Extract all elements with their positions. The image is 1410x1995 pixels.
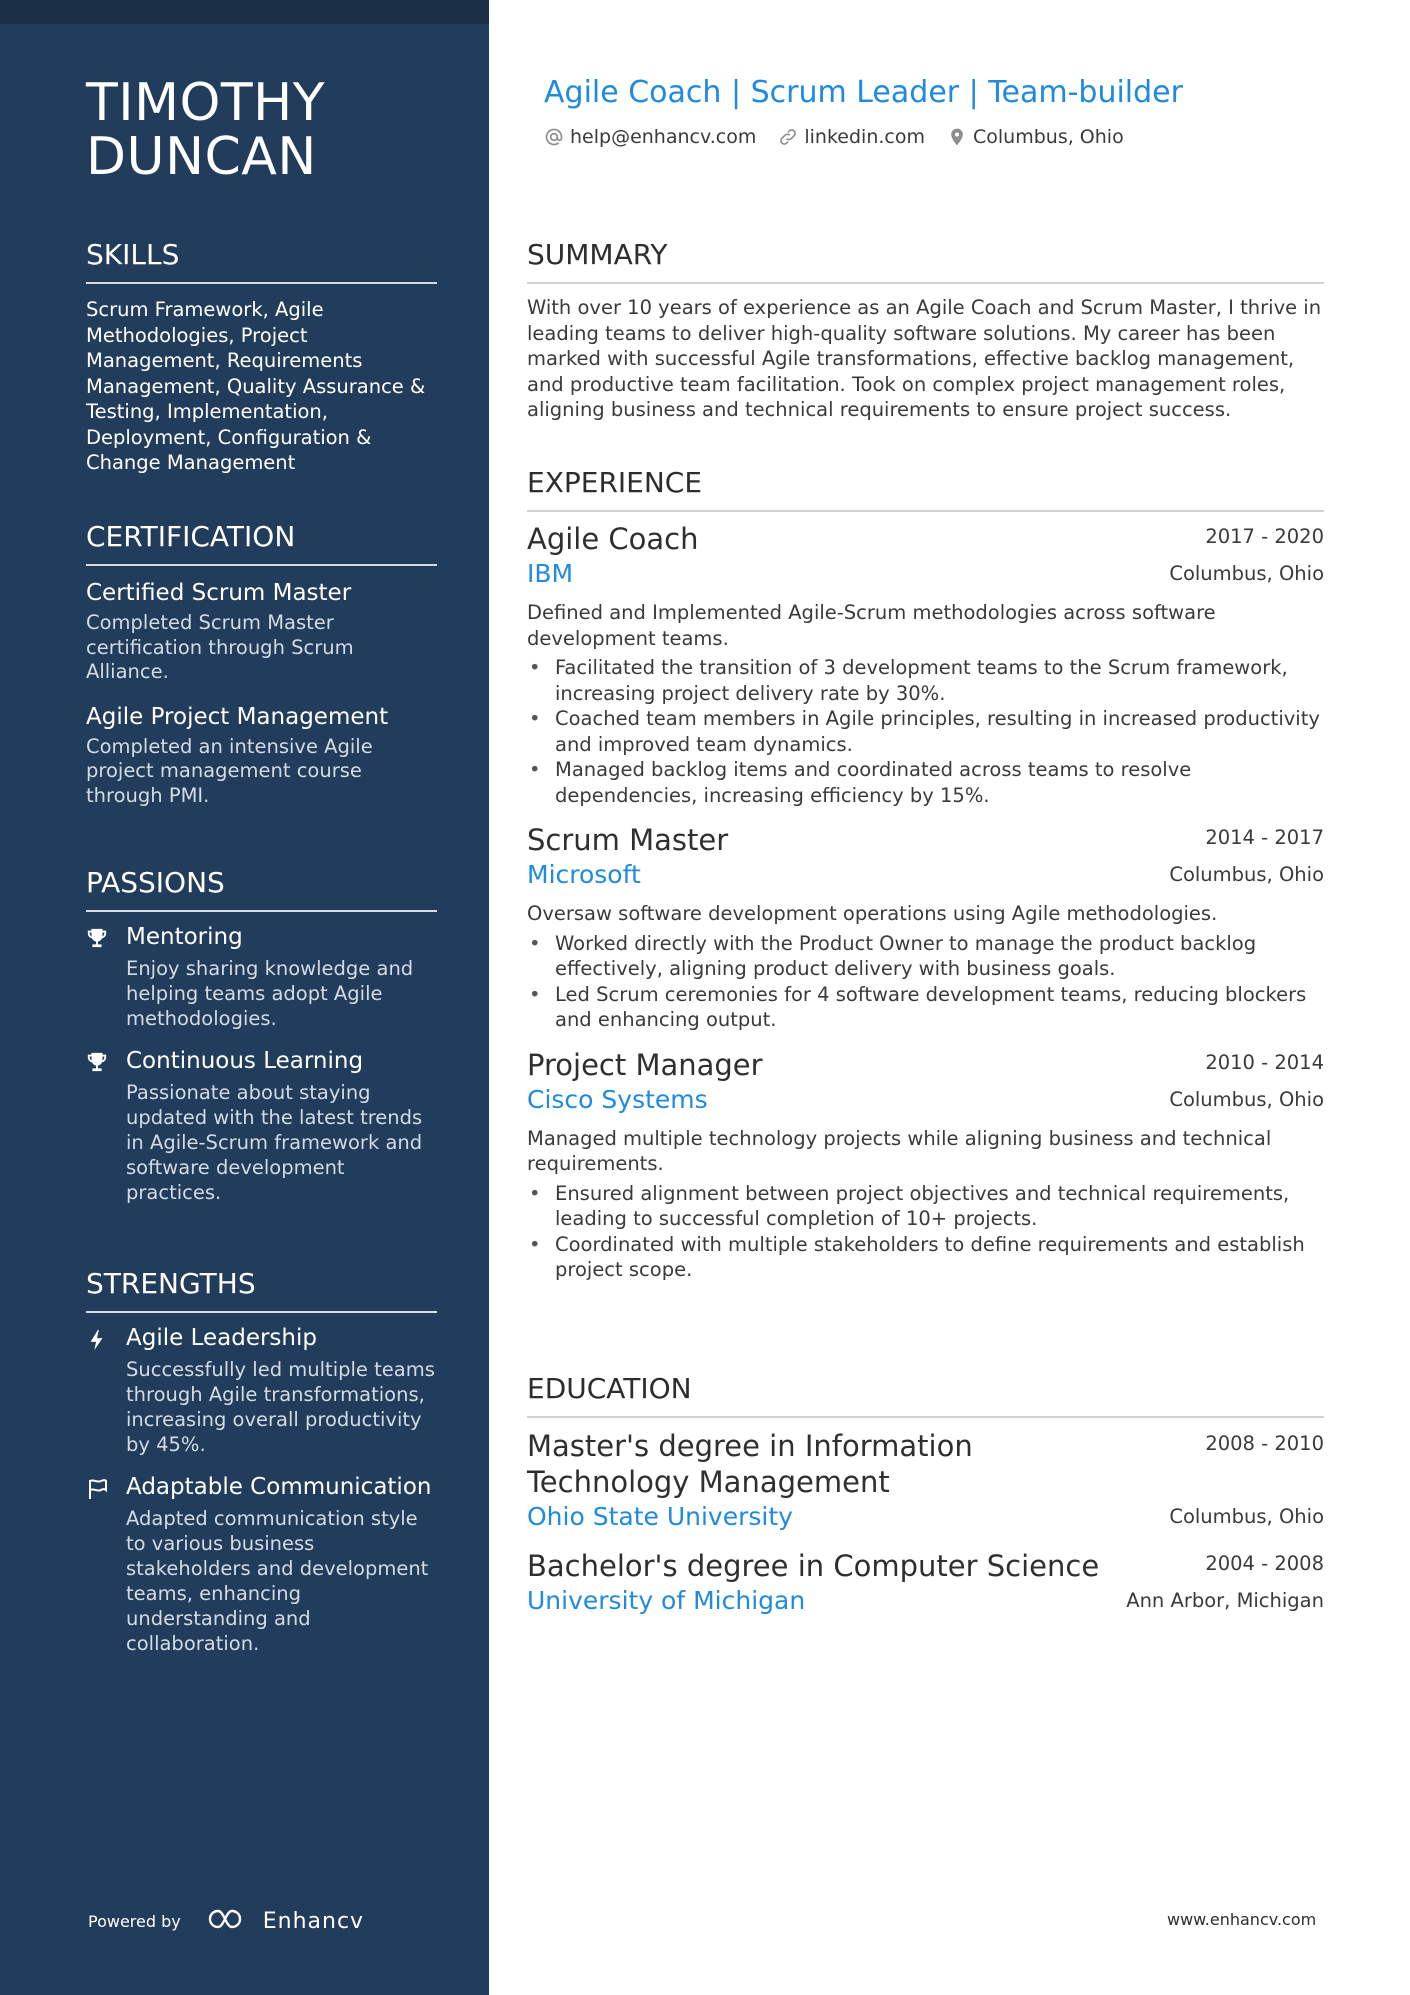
- powered-by: [88, 1906, 364, 1936]
- headline: Agile Coach | Scrum Leader | Team-builder: [544, 75, 1183, 110]
- company-name: Cisco Systems: [527, 1084, 708, 1114]
- contact-email[interactable]: [544, 126, 756, 148]
- company-name: Microsoft: [527, 860, 641, 889]
- experience-heading: EXPERIENCE: [527, 466, 1324, 512]
- certification-section: [86, 520, 437, 808]
- certification-item: [86, 702, 437, 809]
- contact-linkedin[interactable]: [778, 126, 925, 148]
- sidebar: [0, 0, 489, 1995]
- flag-icon: [86, 1477, 110, 1501]
- job-dates: 2017 - 2020: [1205, 525, 1324, 548]
- enhancv-logo-icon: [207, 1906, 253, 1936]
- job-bullet: • Facilitated the transition of 3 development teams to the Scrum framework, increasing project delivery rate by 30%.: [527, 655, 1324, 706]
- degree-title: Master's degree in Information Technology Management: [527, 1429, 973, 1499]
- contact-location-text: Columbus, Ohio: [973, 126, 1124, 148]
- passions-heading: PASSIONS: [86, 866, 437, 912]
- lightning-icon: [86, 1328, 110, 1352]
- certification-title: Agile Project Management: [86, 703, 389, 730]
- job-location: Columbus, Ohio: [1169, 1087, 1324, 1111]
- job-description: Managed multiple technology projects while aligning business and technical requirements.: [527, 1126, 1272, 1175]
- job-title: Agile Coach: [527, 522, 699, 556]
- job-bullet: • Coached team members in Agile principles, resulting in increased productivity and improved team dynamics.: [527, 706, 1324, 757]
- sidebar-top-bar: [0, 0, 489, 24]
- powered-by-label: Powered by: [88, 1911, 181, 1931]
- skills-section: [86, 238, 437, 476]
- experience-section: [527, 466, 1324, 1283]
- at-icon: [544, 127, 564, 147]
- strength-title: Agile Leadership: [126, 1325, 317, 1351]
- summary-section: [527, 238, 1324, 423]
- certification-heading: CERTIFICATION: [86, 520, 437, 566]
- job-bullets: [527, 655, 1324, 808]
- passion-title: Continuous Learning: [126, 1048, 364, 1074]
- passion-item: [86, 923, 437, 1031]
- contact-bar: [544, 126, 1146, 148]
- degree-title: Bachelor's degree in Computer Science: [527, 1549, 1100, 1583]
- last-name: DUNCAN: [86, 127, 317, 187]
- education-section: [527, 1372, 1324, 1618]
- strengths-heading: STRENGTHS: [86, 1267, 437, 1313]
- education-dates: 2004 - 2008: [1205, 1552, 1324, 1575]
- job-bullets: [527, 1181, 1324, 1283]
- job-location: Columbus, Ohio: [1169, 562, 1324, 585]
- job-bullet: • Led Scrum ceremonies for 4 software development teams, reducing blockers and enhancing output.: [527, 982, 1324, 1033]
- job-bullet: • Ensured alignment between project objectives and technical requirements, leading to successful completion of 10+ projects.: [527, 1181, 1324, 1232]
- strength-title: Adaptable Communication: [126, 1474, 432, 1500]
- strengths-section: [86, 1267, 437, 1656]
- job-dates: 2014 - 2017: [1205, 826, 1324, 849]
- education-location: Ann Arbor, Michigan: [1126, 1589, 1324, 1612]
- strength-item: [86, 1473, 437, 1656]
- certification-desc: Completed Scrum Master certification through Scrum Alliance.: [86, 611, 354, 683]
- job-description: Defined and Implemented Agile-Scrum methodologies across software development teams.: [527, 601, 1216, 650]
- job-title: Project Manager: [527, 1047, 763, 1082]
- passions-section: [86, 866, 437, 1205]
- passion-desc: Passionate about staying updated with the latest trends in Agile-Scrum framework and software development practices.: [126, 1081, 423, 1204]
- strength-desc: Successfully led multiple teams through Agile transformations, increasing overall productivity by 45%.: [126, 1358, 435, 1456]
- job-bullet: • Coordinated with multiple stakeholders to define requirements and establish project scope.: [527, 1232, 1324, 1283]
- skills-list: Scrum Framework, Agile Methodologies, Project Management, Requirements Management, Quality Assurance & Testing, Implementation, Deployment, Configuration & Change Management: [86, 298, 426, 474]
- strength-item: [86, 1324, 437, 1457]
- link-icon: [778, 127, 798, 147]
- candidate-name: [86, 73, 326, 187]
- passion-title: Mentoring: [126, 924, 243, 950]
- school-name: University of Michigan: [527, 1586, 806, 1615]
- certification-desc: Completed an intensive Agile project management course through PMI.: [86, 734, 373, 807]
- experience-entry: [527, 822, 1324, 1033]
- summary-heading: SUMMARY: [527, 238, 1324, 284]
- passion-item: [86, 1047, 437, 1205]
- education-dates: 2008 - 2010: [1205, 1432, 1324, 1455]
- education-entry: [527, 1548, 1324, 1618]
- passion-desc: Enjoy sharing knowledge and helping teams adopt Agile methodologies.: [126, 957, 414, 1030]
- job-description: Oversaw software development operations using Agile methodologies.: [527, 902, 1218, 925]
- trophy-icon: [86, 927, 110, 951]
- trophy-icon: [86, 1051, 110, 1075]
- contact-location: [947, 126, 1124, 148]
- job-location: Columbus, Ohio: [1169, 863, 1324, 886]
- education-location: Columbus, Ohio: [1169, 1505, 1324, 1528]
- school-name: Ohio State University: [527, 1502, 793, 1531]
- contact-email-text: help@enhancv.com: [570, 126, 757, 148]
- skills-heading: SKILLS: [86, 238, 437, 284]
- footer-url[interactable]: www.enhancv.com: [1167, 1910, 1317, 1929]
- experience-entry: [527, 521, 1324, 808]
- job-dates: 2010 - 2014: [1205, 1050, 1324, 1074]
- first-name: TIMOTHY: [86, 73, 326, 133]
- enhancv-brand: Enhancv: [262, 1908, 365, 1934]
- experience-entry: [527, 1047, 1324, 1283]
- education-entry: [527, 1428, 1324, 1534]
- education-heading: EDUCATION: [527, 1372, 1324, 1418]
- certification-title: Certified Scrum Master: [86, 580, 352, 606]
- location-pin-icon: [947, 126, 967, 148]
- job-title: Scrum Master: [527, 823, 729, 857]
- certification-item: [86, 578, 437, 685]
- contact-linkedin-text: linkedin.com: [804, 126, 925, 148]
- company-name: IBM: [527, 559, 574, 588]
- job-bullet: • Managed backlog items and coordinated across teams to resolve dependencies, increasing efficiency by 15%.: [527, 757, 1324, 808]
- strength-desc: Adapted communication style to various business stakeholders and development teams, enhancing understanding and collaboration.: [126, 1507, 429, 1655]
- summary-text: With over 10 years of experience as an Agile Coach and Scrum Master, I thrive in leading teams to deliver high-quality software solutions. My career has been marked with successful Agile transformations, effective backlog management, and productive team facilitation. Took on complex project management roles, aligning business and technical requirements to ensure project success.: [527, 296, 1322, 421]
- job-bullet: • Worked directly with the Product Owner to manage the product backlog effectively, aligning product delivery with business goals.: [527, 931, 1324, 982]
- job-bullets: [527, 931, 1324, 1033]
